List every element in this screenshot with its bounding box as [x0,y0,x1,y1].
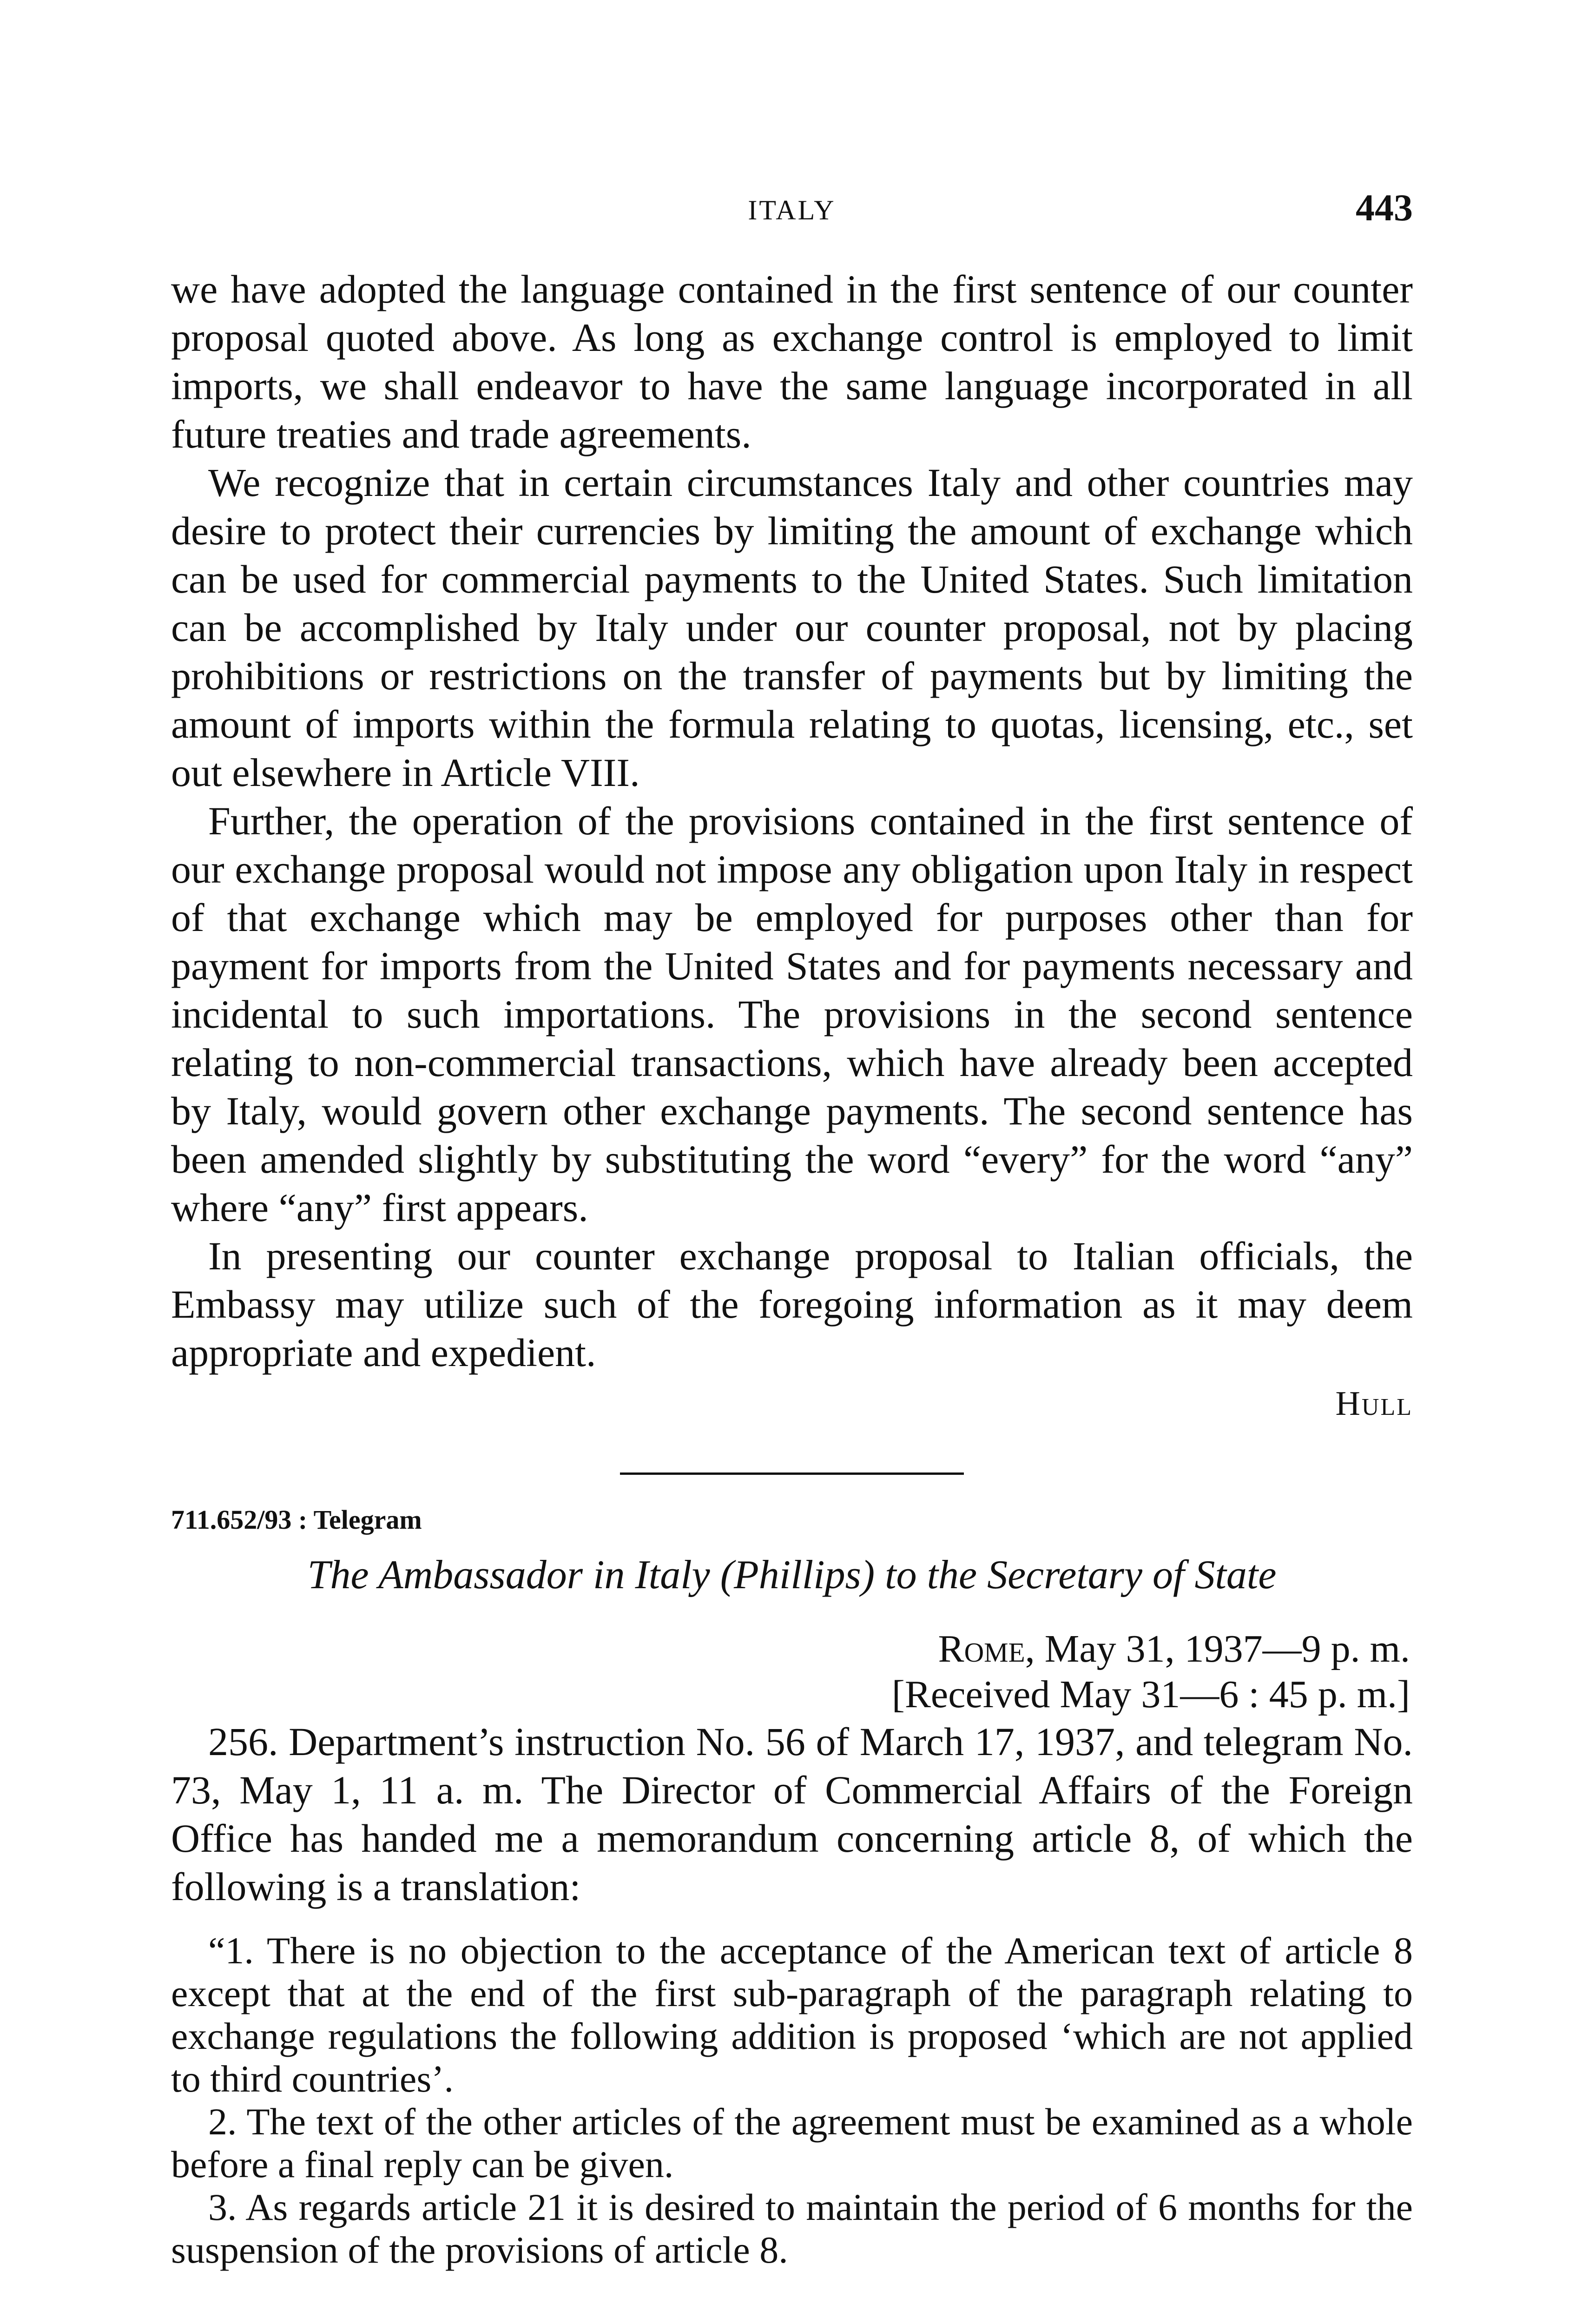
signature-hull: Hull [1335,1385,1413,1423]
running-header [171,186,1413,237]
file-reference: 711.652/93 : Telegram [171,1505,422,1535]
section-divider [620,1472,964,1475]
telegram-body: 256. Department’s instruction No. 56 of March 17, 1937, and telegram No. 73, May 1, 11 a. m. The Director of Commercial Affairs of the Foreign Office has handed me a memorandum concerning article 8, of which the following is a translation: [171,1719,1413,1909]
paragraph-embassy-instruction: In presenting our counter exchange proposal to Italian officials, the Embassy may utilize such of the foregoing information as it may deem appropriate and expedient. [171,1234,1413,1375]
received-line: [Received May 31—6 : 45 p. m.] [891,1673,1410,1716]
dateline-place: Rome [938,1627,1025,1670]
paragraph-continued: we have adopted the language contained in the first sentence of our counter proposal quoted above. As long as exchange control is employed to limit imports, we shall endeavor to have the same language incorporated in all future treaties and trade agreements. [171,267,1413,456]
paragraph-currency-limitation: We recognize that in certain circumstances Italy and other countries may desire to protect their currencies by limiting the amount of exchange which can be used for commercial payments to the United States. Such limitation can be accomplished by Italy under our counter proposal, not by placing prohibitions or restrictions on the transfer of payments but by limiting the amount of imports within the formula relating to quotas, licensing, etc., set out elsewhere in Article VIII. [171,460,1413,795]
memo-point-3: 3. As regards article 21 it is desired to maintain the period of 6 months for the suspension of the provisions of article 8. [171,2186,1413,2271]
memo-point-2: 2. The text of the other articles of the agreement must be examined as a whole before a final reply can be given. [171,2100,1413,2185]
document-heading: The Ambassador in Italy (Phillips) to the Secretary of State [307,1552,1277,1598]
body-text [171,265,1413,2271]
page-number: 443 [1356,186,1413,229]
dateline [171,1626,1413,1672]
paragraph-exchange-provisions: Further, the operation of the provisions contained in the first sentence of our exchange proposal would not impose any obligation upon Italy in respect of that exchange which may be employed for purposes other than for payment for imports from the United States and for payments necessary and incidental to such importations. The provisions in the second sentence relating to non-commercial transactions, which have already been accepted by Italy, would govern other exchange payments. The second sentence has been amended slightly by substituting the word “every” for the word “any” where “any” first appears. [171,799,1413,1230]
dateline-date: , May 31, 1937—9 p. m. [1025,1627,1410,1670]
running-title: ITALY [748,195,836,225]
memo-point-1: “1. There is no objection to the acceptance of the American text of article 8 except that at the end of the first sub-paragraph of the paragraph relating to exchange regulations the following addition is proposed ‘which are not applied to third countries’. [171,1929,1413,2100]
memorandum-translation [171,1929,1413,2271]
